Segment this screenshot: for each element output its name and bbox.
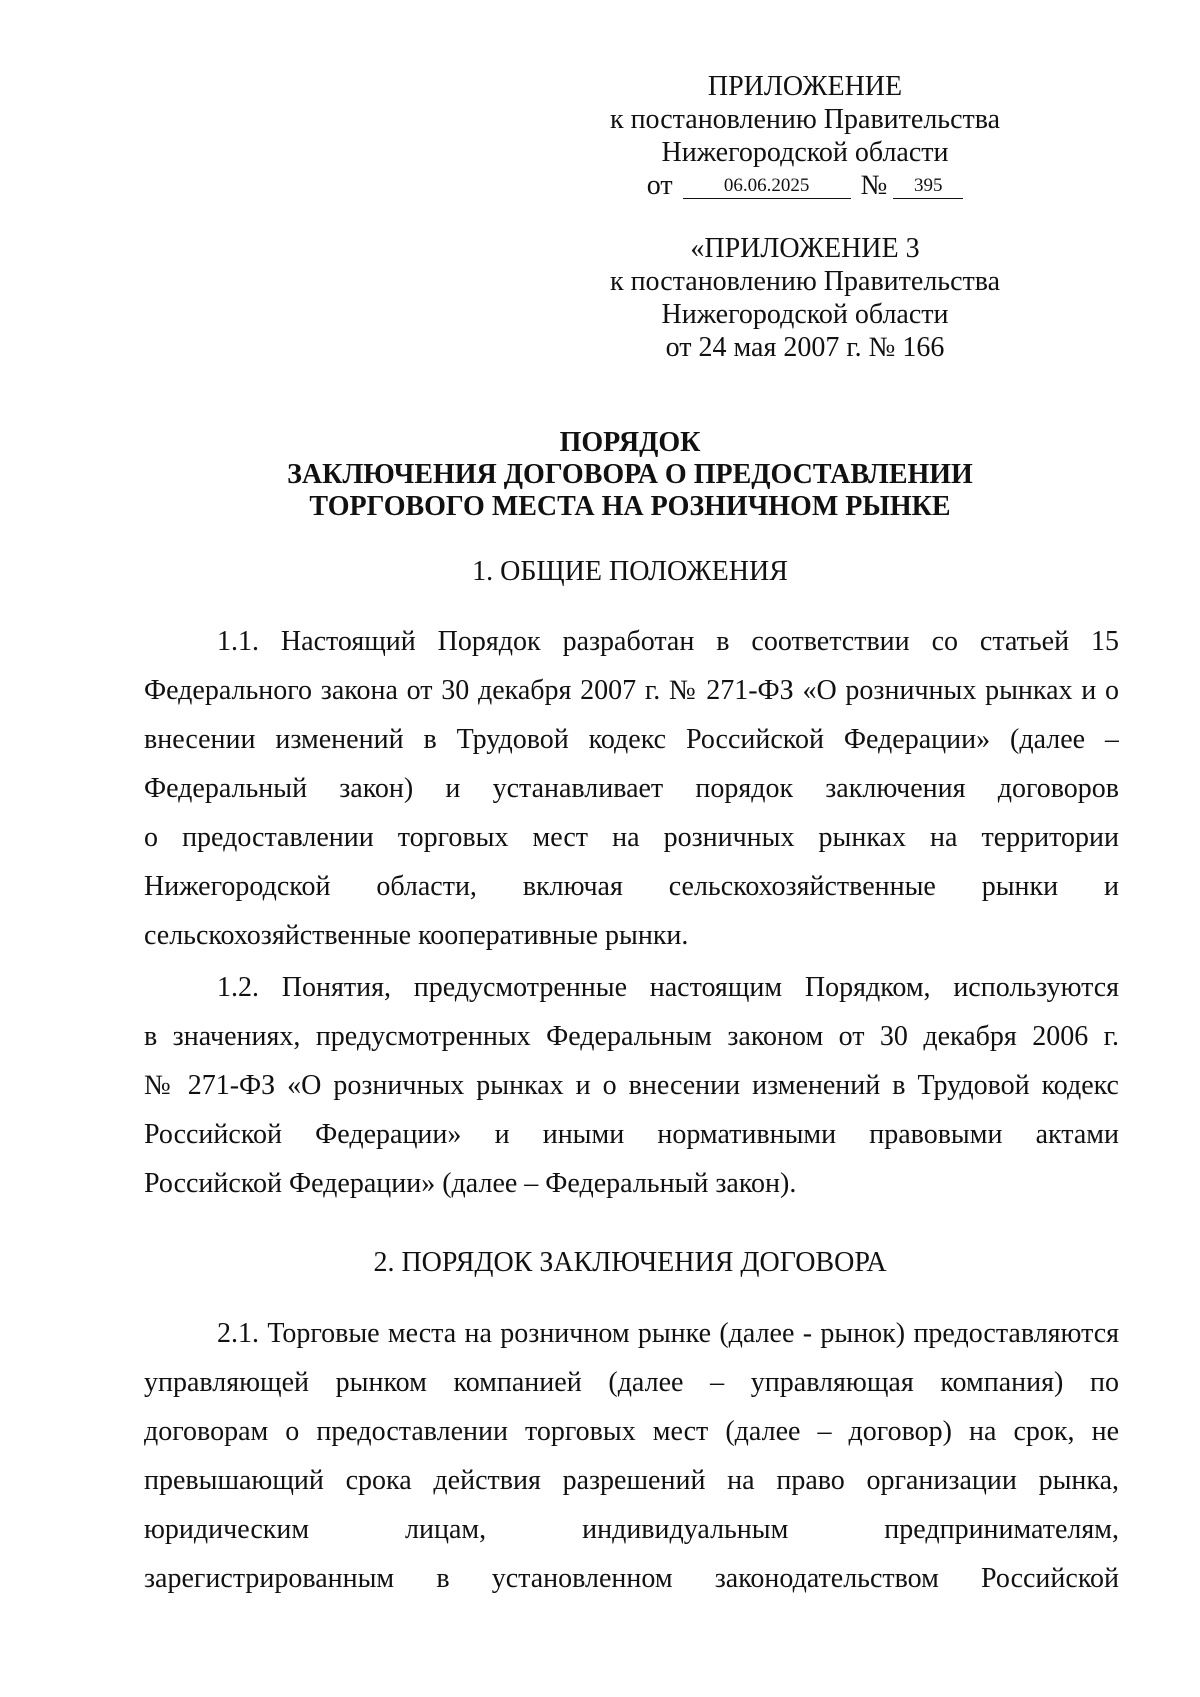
document-title <box>140 427 1120 523</box>
title-line-3: ТОРГОВОГО МЕСТА НА РОЗНИЧНОМ РЫНКЕ <box>309 491 951 522</box>
paragraph-line: Российской Федерации» (далее – Федеральный закон). <box>144 1168 797 1199</box>
paragraph-1-1 <box>144 617 1119 960</box>
appendix-resolution-line: к постановлению Правительства <box>609 104 1001 135</box>
appendix-date-line <box>570 169 1040 202</box>
paragraph-line: Российской Федерации» и иными нормативными правовыми актами <box>144 1119 1119 1150</box>
number-field: 395 <box>893 174 963 199</box>
paragraph-line: Федерального закона от 30 декабря 2007 г. № 271-ФЗ «О розничных рынках и о <box>144 675 1119 706</box>
paragraph-line: 1.2. Понятия, предусмотренные настоящим Порядком, используются <box>217 972 1119 1003</box>
date-field: 06.06.2025 <box>683 174 851 199</box>
paragraph-line: управляющей рынком компанией (далее – управляющая компания) по <box>144 1367 1119 1398</box>
appendix-current-block <box>570 70 1040 202</box>
paragraph-line: в значениях, предусмотренных Федеральным законом от 30 декабря 2006 г. <box>144 1021 1119 1052</box>
paragraph-line: 2.1. Торговые места на розничном рынке (далее - рынок) предоставляются <box>217 1318 1119 1349</box>
paragraph-line: договорам о предоставлении торговых мест (далее – договор) на срок, не <box>144 1416 1119 1447</box>
section-2-heading: 2. ПОРЯДОК ЗАКЛЮЧЕНИЯ ДОГОВОРА <box>373 1247 887 1278</box>
title-line-2: ЗАКЛЮЧЕНИЯ ДОГОВОРА О ПРЕДОСТАВЛЕНИИ <box>287 459 973 490</box>
paragraph-line: внесении изменений в Трудовой кодекс Российской Федерации» (далее – <box>144 724 1119 755</box>
appendix-region-line: Нижегородской области <box>661 137 949 168</box>
number-prefix: № <box>860 170 888 201</box>
section-1-heading: 1. ОБЩИЕ ПОЛОЖЕНИЯ <box>472 556 788 587</box>
appendix-original-title: «ПРИЛОЖЕНИЕ 3 <box>690 233 920 264</box>
paragraph-2-1 <box>144 1309 1119 1603</box>
paragraph-line: Нижегородской области, включая сельскохозяйственные рынки и <box>144 871 1119 902</box>
appendix-original-date-line: от 24 мая 2007 г. № 166 <box>665 332 945 363</box>
paragraph-1-2 <box>144 963 1119 1208</box>
date-prefix: от <box>646 170 673 201</box>
appendix-original-region-line: Нижегородской области <box>661 299 949 330</box>
appendix-title: ПРИЛОЖЕНИЕ <box>707 71 903 102</box>
paragraph-line: о предоставлении торговых мест на розничных рынках на территории <box>144 822 1119 853</box>
appendix-original-block <box>570 232 1040 364</box>
paragraph-line: Федеральный закон) и устанавливает порядок заключения договоров <box>144 773 1119 804</box>
paragraph-line: 1.1. Настоящий Порядок разработан в соответствии со статьей 15 <box>217 626 1119 657</box>
paragraph-line: зарегистрированным в установленном законодательством Российской <box>144 1563 1119 1594</box>
appendix-original-resolution-line: к постановлению Правительства <box>609 266 1001 297</box>
title-line-1: ПОРЯДОК <box>559 427 701 458</box>
paragraph-line: превышающий срока действия разрешений на право организации рынка, <box>144 1465 1119 1496</box>
paragraph-line: юридическим лицам, индивидуальным предпринимателям, <box>144 1514 1119 1545</box>
paragraph-line: № 271-ФЗ «О розничных рынках и о внесении изменений в Трудовой кодекс <box>144 1070 1119 1101</box>
paragraph-line: сельскохозяйственные кооперативные рынки. <box>144 920 689 951</box>
